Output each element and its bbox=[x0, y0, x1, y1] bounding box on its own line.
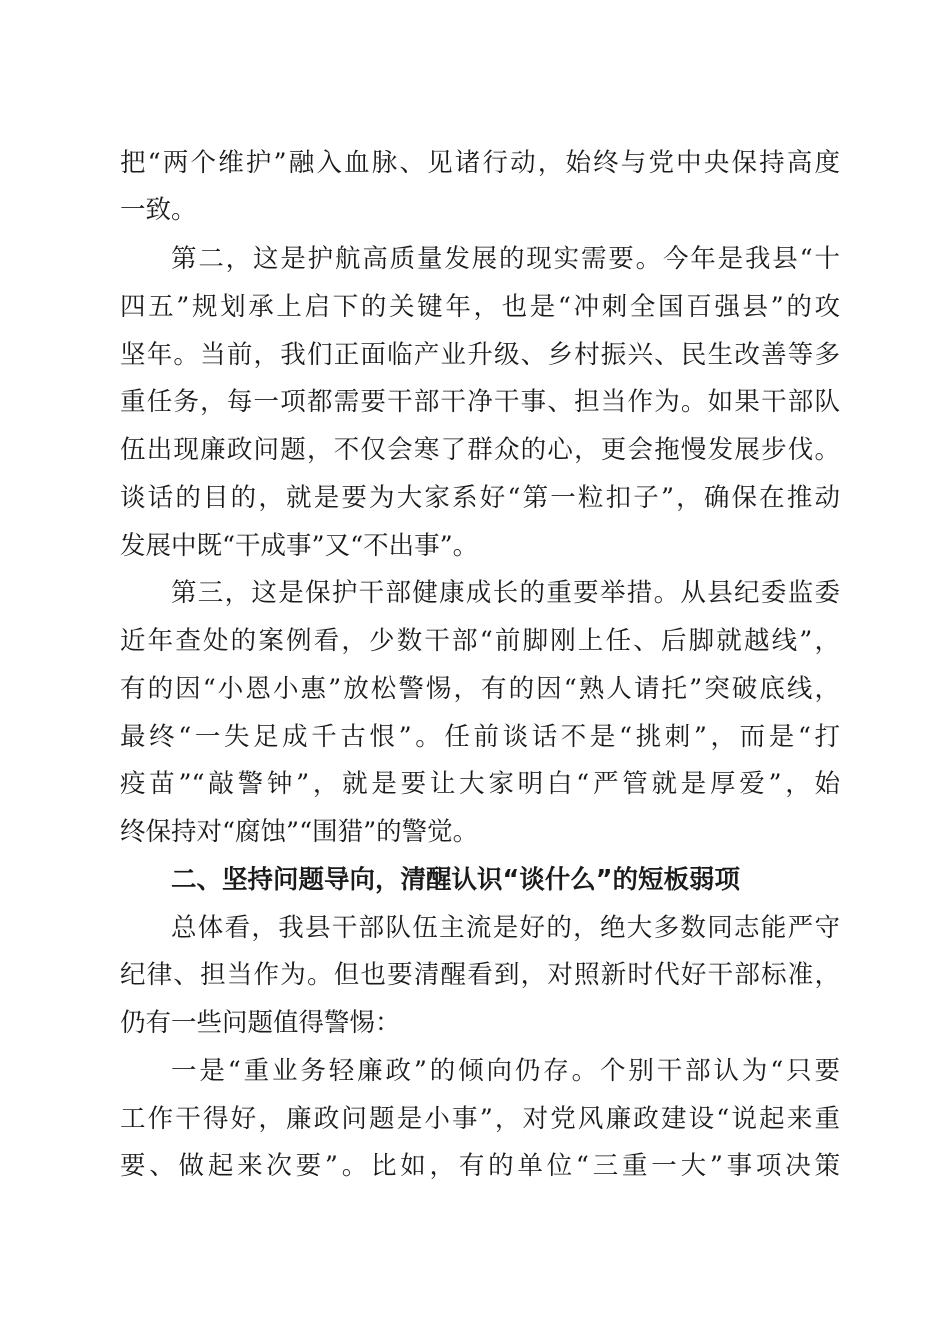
text-line: 一是“重业务轻廉政”的倾向仍存。个别干部认为“只要 bbox=[171, 1056, 840, 1086]
text-line: 仍有一些问题值得警惕： bbox=[120, 1008, 401, 1038]
text-line: 一致。 bbox=[120, 195, 197, 225]
text-line: 要、做起来次要”。比如，有的单位“三重一大”事项决策 bbox=[120, 1151, 840, 1181]
text-line: 第三，这是保护干部健康成长的重要举措。从县纪委监委 bbox=[171, 578, 840, 608]
text-line: 疫苗”“敲警钟”，就是要让大家明白“严管就是厚爱”，始 bbox=[120, 769, 840, 799]
text-line: 四五”规划承上启下的关键年，也是“冲刺全国百强县”的攻 bbox=[120, 292, 840, 322]
text-line: 近年查处的案例看，少数干部“前脚刚上任、后脚就越线”， bbox=[120, 626, 840, 656]
text-line: 谈话的目的，就是要为大家系好“第一粒扣子”，确保在推动 bbox=[120, 483, 840, 513]
text-line: 重任务，每一项都需要干部干净干事、担当作为。如果干部队 bbox=[120, 387, 840, 417]
text-line: 最终“一失足成千古恨”。任前谈话不是“挑刺”，而是“打 bbox=[120, 722, 840, 752]
text-line: 终保持对“腐蚀”“围猎”的警觉。 bbox=[120, 817, 479, 847]
section-heading: 二、坚持问题导向，清醒认识“谈什么”的短板弱项 bbox=[171, 865, 741, 895]
text-line: 工作干得好，廉政问题是小事”，对党风廉政建设“说起来重 bbox=[120, 1104, 840, 1134]
text-line: 伍出现廉政问题，不仅会寒了群众的心，更会拖慢发展步伐。 bbox=[120, 435, 840, 465]
text-line: 发展中既“干成事”又“不出事”。 bbox=[120, 531, 479, 561]
text-line: 把“两个维护”融入血脉、见诸行动，始终与党中央保持高度 bbox=[120, 148, 840, 178]
text-line: 总体看，我县干部队伍主流是好的，绝大多数同志能严守 bbox=[171, 913, 840, 943]
text-line: 第二，这是护航高质量发展的现实需要。今年是我县“十 bbox=[171, 244, 840, 274]
text-line: 坚年。当前，我们正面临产业升级、乡村振兴、民生改善等多 bbox=[120, 340, 840, 370]
text-line: 有的因“小恩小惠”放松警惕，有的因“熟人请托”突破底线， bbox=[120, 674, 840, 704]
text-line: 纪律、担当作为。但也要清醒看到，对照新时代好干部标准， bbox=[120, 960, 840, 990]
